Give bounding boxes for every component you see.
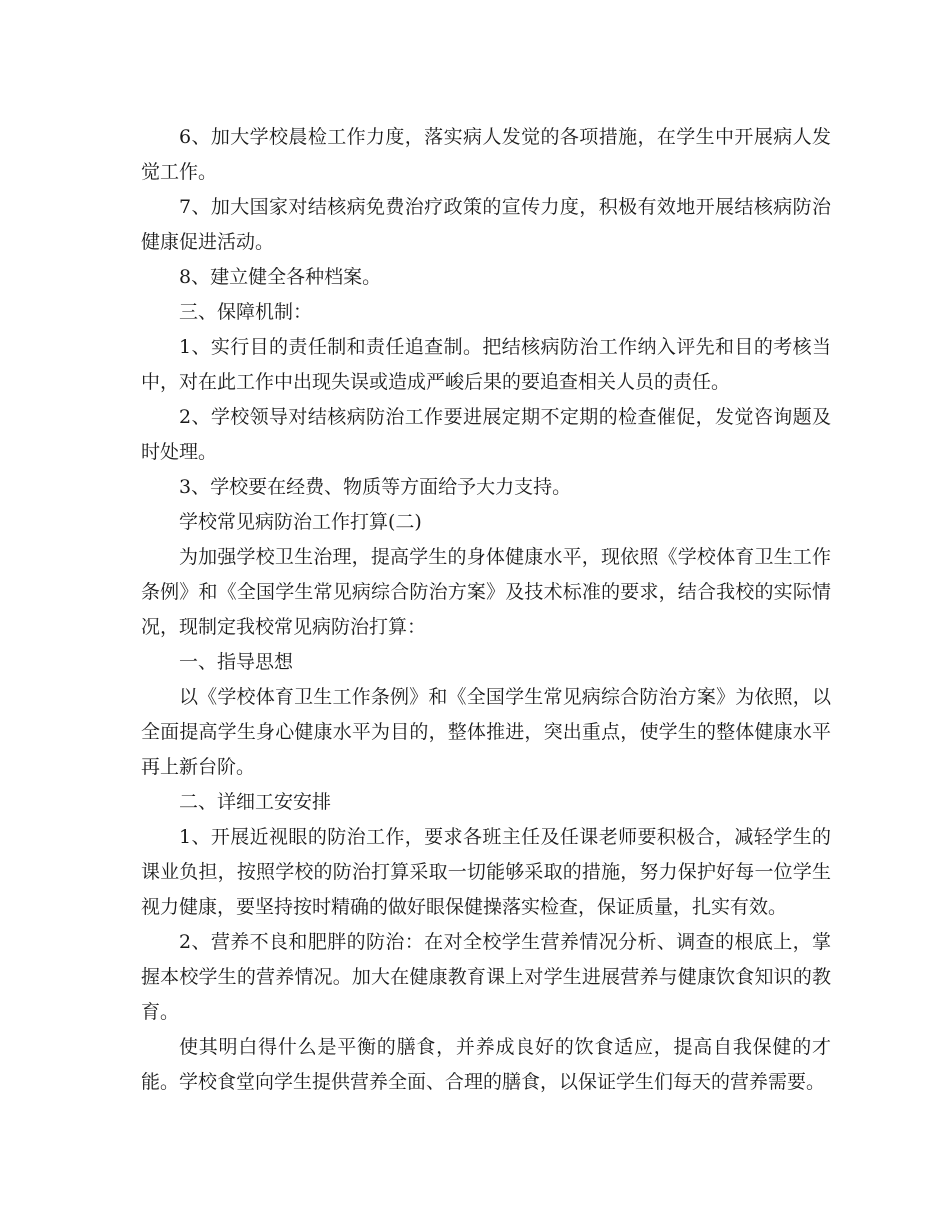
- paragraph-guiding: 以《学校体育卫生工作条例》和《全国学生常见病综合防治方案》为依照，以全面提高学生身心健康水平为目的，整体推进，突出重点，使学生的整体健康水平再上新台阶。: [141, 686, 831, 778]
- document-subtitle: 学校常见病防治工作打算(二): [179, 511, 422, 533]
- section-heading-arrangement: 二、详细工安安排: [179, 791, 332, 813]
- paragraph-arrangement-2-cont: 使其明白得什么是平衡的膳食，并养成良好的饮食适应，提高自我保健的才能。学校食堂向学生提供营养全面、合理的膳食，以保证学生们每天的营养需要。: [141, 1036, 831, 1093]
- section-heading-guiding: 一、指导思想: [179, 651, 294, 673]
- document-page: [141, 120, 831, 1100]
- paragraph-arrangement-1: 1、开展近视眼的防治工作，要求各班主任及任课老师要积极合，减轻学生的课业负担，按照学校的防治打算采取一切能够采取的措施，努力保护好每一位学生视力健康，要坚持按时精确的做好眼保健操落实检查，保证质量，扎实有效。: [141, 826, 831, 918]
- paragraph-intro: 为加强学校卫生治理，提高学生的身体健康水平，现依照《学校体育卫生工作条例》和《全国学生常见病综合防治方案》及技术标准的要求，结合我校的实际情况，现制定我校常见病防治打算：: [141, 546, 831, 638]
- paragraph-guarantee-3: 3、学校要在经费、物质等方面给予大力支持。: [179, 476, 572, 498]
- paragraph-item-6: 6、加大学校晨检工作力度，落实病人发觉的各项措施，在学生中开展病人发觉工作。: [141, 126, 831, 183]
- paragraph-guarantee-2: 2、学校领导对结核病防治工作要进展定期不定期的检查催促，发觉咨询题及时处理。: [141, 406, 831, 463]
- paragraph-item-8: 8、建立健全各种档案。: [179, 266, 382, 288]
- paragraph-guarantee-1: 1、实行目的责任制和责任追查制。把结核病防治工作纳入评先和目的考核当中，对在此工作中出现失误或造成严峻后果的要追查相关人员的责任。: [141, 336, 831, 393]
- paragraph-item-7: 7、加大国家对结核病免费治疗政策的宣传力度，积极有效地开展结核病防治健康促进活动。: [141, 196, 831, 253]
- paragraph-arrangement-2: 2、营养不良和肥胖的防治：在对全校学生营养情况分析、调查的根底上，掌握本校学生的营养情况。加大在健康教育课上对学生进展营养与健康饮食知识的教育。: [141, 931, 831, 1023]
- section-heading-guarantee: 三、保障机制：: [179, 301, 313, 323]
